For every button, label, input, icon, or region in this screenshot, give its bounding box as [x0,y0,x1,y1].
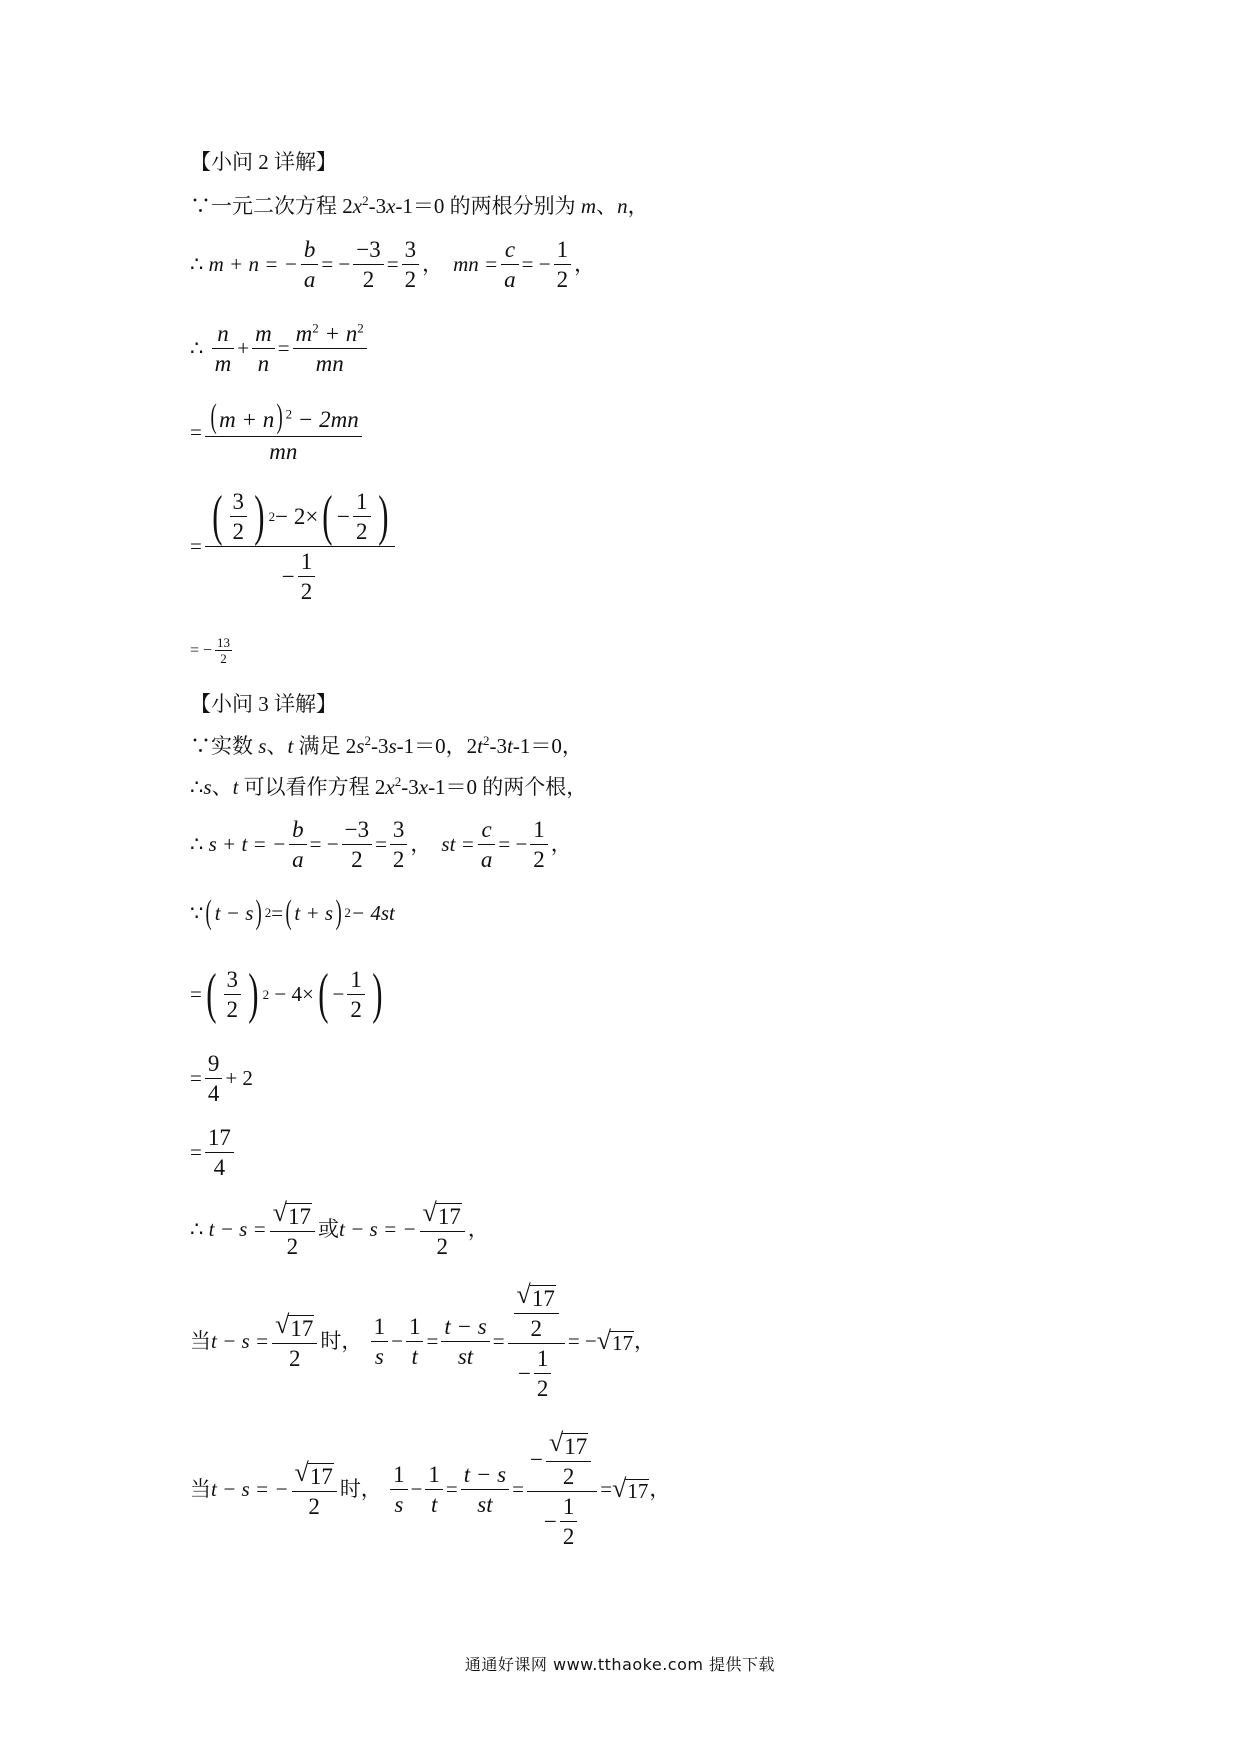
fraction: $\frac{17}{4}$ [205,1126,234,1179]
fraction: $\frac{t - s}{st}$ [441,1315,489,1368]
fraction: $\frac{1}{t}$ [425,1463,443,1516]
fraction: $\frac{t - s}{st}$ [461,1463,509,1516]
part3-case1: 当 t − s = √ 17 2 时， $\frac{1}{s}$ − $\frac{1}{t}$ = $\frac{t - s}{st}$ = √ 17 2 − $\frac{1}{2}$ = − √ 17 ， [190,1280,656,1401]
fraction: $\frac{1}{t}$ [406,1315,424,1368]
fraction: $\frac{1}{2}$ [530,818,548,871]
fraction: − √ 17 2 − $\frac{1}{2}$ [527,1430,597,1548]
fraction: $\frac{m}{n}$ [252,322,275,375]
fraction: √ 17 2 [420,1200,465,1258]
fraction: √ 17 2 [292,1460,337,1518]
part3-step1: = ( $\frac{3}{2}$ ) 2 − 4× ( − $\frac{1}{2}$ ) [190,963,383,1026]
part2-line1: ∵一元二次方程 $2x^2-3x-1=0$ 的两根分别为 m、n， [190,193,649,218]
part2-sum-fraction-line: ∴ $\frac{n}{m}$ + $\frac{m}{n}$ = $\frac{m^2 + n^2}{mn}$ [190,322,370,375]
part2-heading: 【小问 2 详解】 [190,150,337,174]
fraction: $\frac{1}{2}$ [554,238,572,291]
fraction: $\frac{c}{a}$ [478,818,496,871]
part2-result: = − $\frac{13}{2}$ [190,635,231,666]
fraction: $\frac{3}{2}$ [390,818,408,871]
fraction: $\frac{( m + n) ^2 - 2mn}{mn}$ [205,402,362,463]
part2-step2: = ( $\frac{3}{2}$ ) 2 − 2× ( − $\frac{1}{2}$ ) − $\frac{1}{2}$ [190,490,398,603]
part3-line2: ∴s、t 可以看作方程 $2x^2-3x-1=0$ 的两个根， [190,774,588,799]
fraction: $\frac{n}{m}$ [212,322,235,375]
fraction: $\frac{1}{s}$ [390,1463,408,1516]
part3-vieta-line: ∴ s + t = − $\frac{b}{a}$ = − $\frac{-3}{2}$ = $\frac{3}{2}$ ， st = $\frac{c}{a}$ = − $\frac{1}{2}$ ， [190,817,572,872]
part3-step2: = $\frac{9}{4}$ + 2 [190,1051,253,1106]
part2-vieta-line: ∴ m + n = − $\frac{b}{a}$ = − $\frac{-3}{2}$ = $\frac{3}{2}$ ， mn = $\frac{c}{a}$ = − $\frac{1}{2}$ ， [190,237,596,292]
fraction: $\frac{9}{4}$ [205,1052,223,1105]
fraction: $\frac{1}{s}$ [371,1315,389,1368]
part3-step3: = $\frac{17}{4}$ [190,1126,237,1179]
fraction: √ 17 2 − $\frac{1}{2}$ [508,1282,565,1400]
part3-identity: ∵ ( t − s ) 2 = ( t + s ) 2 − 4st [190,894,395,931]
fraction: $\frac{13}{2}$ [217,635,231,666]
part3-line1: ∵实数 s、t 满足 $2s^2-3s-1=0$，$2t^2-3t-1=0$， [190,733,583,758]
part3-roots: ∴ t − s = √ 17 2 或 t − s = − √ 17 2 ， [190,1198,489,1259]
fraction: $\frac{-3}{2}$ [342,818,372,871]
fraction: √ 17 2 [270,1200,315,1258]
part3-case2: 当 t − s = − √ 17 2 时， $\frac{1}{s}$ − $\frac{1}{t}$ = $\frac{t - s}{st}$ = − √ 17 2 − $\frac{1}{2}$ = √ 17 ， [190,1428,671,1549]
fraction: ( $\frac{3}{2}$ ) 2 − 2× ( − $\frac{1}{2}$ ) − $\frac{1}{2}$ [205,490,395,603]
part3-heading: 【小问 3 详解】 [190,692,337,716]
fraction: $\frac{b}{a}$ [301,238,319,291]
fraction: $\frac{c}{a}$ [501,238,519,291]
fraction: $\frac{-3}{2}$ [353,238,383,291]
fraction: $\frac{b}{a}$ [289,818,307,871]
page-footer: 通通好课网 www.tthaoke.com 提供下载 [464,1655,776,1674]
fraction: √ 17 2 [272,1312,317,1370]
fraction: $\frac{m^2 + n^2}{mn}$ [293,322,367,375]
part2-step1: = $\frac{( m + n) ^2 - 2mn}{mn}$ [190,402,365,463]
fraction: $\frac{3}{2}$ [402,238,420,291]
